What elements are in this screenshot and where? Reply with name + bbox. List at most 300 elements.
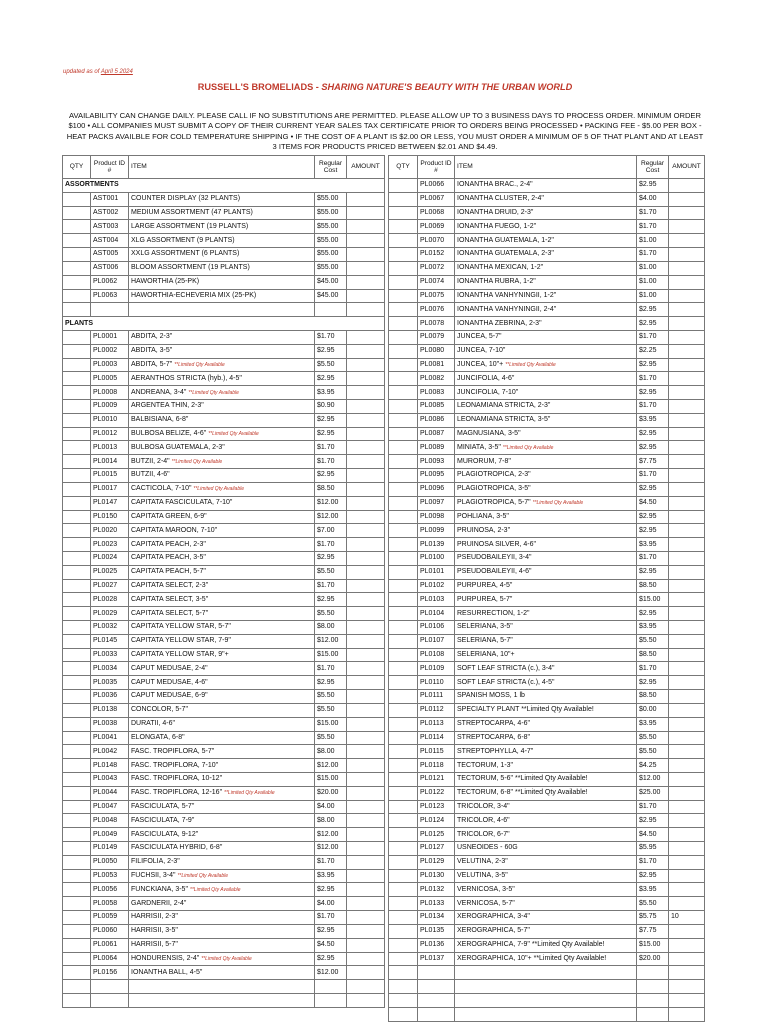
qty-cell[interactable] — [63, 607, 91, 621]
qty-cell[interactable] — [63, 634, 91, 648]
amount-cell[interactable] — [669, 759, 705, 773]
amount-cell[interactable] — [347, 344, 385, 358]
amount-cell[interactable] — [669, 565, 705, 579]
table-row — [63, 966, 385, 980]
amount-cell[interactable] — [669, 317, 705, 331]
limited-qty-note: **Limited Qty Available — [224, 790, 275, 797]
qty-cell[interactable] — [389, 220, 418, 234]
amount-cell[interactable] — [669, 842, 705, 856]
amount-cell[interactable] — [347, 676, 385, 690]
cost-cell: $2.95 — [315, 427, 347, 441]
amount-cell[interactable] — [669, 855, 705, 869]
qty-cell[interactable] — [63, 759, 91, 773]
qty-cell[interactable] — [389, 786, 418, 800]
amount-cell[interactable] — [669, 897, 705, 911]
qty-cell[interactable] — [63, 662, 91, 676]
qty-cell[interactable] — [389, 179, 418, 193]
amount-cell[interactable] — [669, 413, 705, 427]
table-row — [389, 952, 705, 966]
amount-cell[interactable] — [347, 358, 385, 372]
table-row — [389, 703, 705, 717]
table-row — [63, 510, 385, 524]
qty-cell[interactable] — [389, 676, 418, 690]
qty-cell[interactable] — [389, 662, 418, 676]
qty-cell[interactable] — [63, 192, 91, 206]
amount-cell[interactable] — [347, 855, 385, 869]
cost-header: Regular Cost — [315, 156, 347, 179]
table-row — [63, 897, 385, 911]
qty-cell[interactable] — [389, 690, 418, 704]
qty-cell[interactable] — [389, 593, 418, 607]
qty-cell[interactable] — [389, 358, 418, 372]
item-name: IONANTHA ZEBRINA, 2-3" — [457, 319, 542, 327]
item-cell — [455, 220, 637, 234]
amount-cell[interactable] — [347, 330, 385, 344]
qty-cell[interactable] — [389, 344, 418, 358]
qty-cell[interactable] — [63, 855, 91, 869]
qty-cell[interactable] — [63, 234, 91, 248]
qty-cell[interactable] — [389, 883, 418, 897]
qty-cell[interactable] — [63, 441, 91, 455]
limited-qty-note: **Limited Qty Available — [505, 361, 556, 368]
item-cell — [455, 551, 637, 565]
cost-cell: $2.95 — [637, 441, 669, 455]
qty-cell[interactable] — [389, 855, 418, 869]
product-id-cell: PL0075 — [418, 289, 455, 303]
qty-cell[interactable] — [63, 565, 91, 579]
qty-cell[interactable] — [389, 261, 418, 275]
qty-cell[interactable] — [63, 966, 91, 980]
qty-cell[interactable] — [389, 717, 418, 731]
cost-cell: $0.00 — [637, 703, 669, 717]
table-row — [63, 275, 385, 289]
amount-cell[interactable] — [347, 510, 385, 524]
qty-cell[interactable] — [63, 842, 91, 856]
qty-cell[interactable] — [389, 842, 418, 856]
amount-cell[interactable] — [347, 786, 385, 800]
qty-cell[interactable] — [63, 897, 91, 911]
amount-cell[interactable] — [347, 897, 385, 911]
amount-cell[interactable] — [347, 842, 385, 856]
amount-cell[interactable] — [669, 731, 705, 745]
qty-cell[interactable] — [63, 303, 91, 317]
qty-cell[interactable] — [389, 634, 418, 648]
qty-cell[interactable] — [63, 938, 91, 952]
amount-cell[interactable] — [669, 634, 705, 648]
amount-cell[interactable] — [669, 303, 705, 317]
amount-cell[interactable] — [669, 469, 705, 483]
qty-cell[interactable] — [63, 648, 91, 662]
amount-cell[interactable] — [669, 883, 705, 897]
qty-cell[interactable] — [63, 869, 91, 883]
qty-cell[interactable] — [63, 206, 91, 220]
table-row — [389, 579, 705, 593]
amount-cell[interactable] — [669, 551, 705, 565]
amount-cell[interactable] — [669, 745, 705, 759]
amount-cell[interactable] — [669, 289, 705, 303]
qty-cell[interactable] — [63, 690, 91, 704]
qty-cell[interactable] — [389, 482, 418, 496]
qty-cell[interactable] — [63, 482, 91, 496]
amount-cell[interactable] — [669, 248, 705, 262]
qty-cell[interactable] — [389, 510, 418, 524]
amount-cell[interactable] — [347, 455, 385, 469]
product-id-cell: PL0115 — [418, 745, 455, 759]
item-cell — [129, 524, 315, 538]
amount-cell[interactable] — [669, 800, 705, 814]
qty-cell[interactable] — [389, 192, 418, 206]
qty-cell[interactable] — [389, 828, 418, 842]
qty-cell[interactable] — [63, 510, 91, 524]
item-name: IONANTHA RUBRA, 1-2" — [457, 278, 536, 286]
amount-cell[interactable] — [347, 427, 385, 441]
qty-cell[interactable] — [389, 759, 418, 773]
amount-cell[interactable] — [347, 911, 385, 925]
qty-cell[interactable] — [63, 800, 91, 814]
amount-cell[interactable] — [347, 261, 385, 275]
amount-cell[interactable] — [347, 772, 385, 786]
amount-cell[interactable] — [669, 690, 705, 704]
amount-cell[interactable] — [669, 579, 705, 593]
qty-cell[interactable] — [63, 469, 91, 483]
amount-cell[interactable] — [347, 621, 385, 635]
qty-cell[interactable] — [389, 248, 418, 262]
amount-cell[interactable] — [347, 386, 385, 400]
amount-cell[interactable] — [347, 482, 385, 496]
amount-cell[interactable] — [669, 786, 705, 800]
amount-cell[interactable] — [669, 524, 705, 538]
qty-cell[interactable] — [63, 745, 91, 759]
amount-cell[interactable] — [669, 538, 705, 552]
amount-cell[interactable] — [347, 952, 385, 966]
qty-cell[interactable] — [389, 330, 418, 344]
qty-cell[interactable] — [63, 731, 91, 745]
table-row — [389, 648, 705, 662]
qty-cell[interactable] — [63, 427, 91, 441]
item-name: FUCHSII, 3-4" — [131, 872, 176, 880]
table-row — [389, 469, 705, 483]
qty-cell[interactable] — [63, 413, 91, 427]
qty-cell[interactable] — [63, 786, 91, 800]
table-row — [389, 966, 705, 980]
item-name: STREPTOPHYLLA, 4-7" — [457, 747, 534, 755]
qty-cell[interactable] — [63, 261, 91, 275]
qty-cell[interactable] — [389, 980, 418, 994]
product-id-cell: PL0067 — [418, 192, 455, 206]
amount-cell[interactable] — [669, 482, 705, 496]
amount-cell[interactable] — [347, 924, 385, 938]
product-id-cell: PL0002 — [91, 344, 129, 358]
product-id-cell: PL0064 — [91, 952, 129, 966]
amount-cell[interactable] — [347, 206, 385, 220]
qty-cell[interactable] — [389, 800, 418, 814]
item-cell — [455, 662, 637, 676]
qty-cell[interactable] — [63, 772, 91, 786]
item-name: ANDREANA, 3-4" — [131, 388, 187, 396]
table-row — [389, 372, 705, 386]
qty-cell[interactable] — [63, 455, 91, 469]
qty-cell[interactable] — [389, 565, 418, 579]
qty-cell[interactable] — [389, 772, 418, 786]
amount-cell[interactable] — [669, 593, 705, 607]
qty-cell[interactable] — [63, 248, 91, 262]
qty-cell[interactable] — [389, 400, 418, 414]
cost-cell: $2.25 — [637, 344, 669, 358]
item-name: FASC. TROPIFLORA, 10-12" — [131, 775, 223, 783]
item-cell — [455, 413, 637, 427]
product-id-cell: PL0014 — [91, 455, 129, 469]
qty-cell[interactable] — [63, 676, 91, 690]
qty-cell[interactable] — [389, 317, 418, 331]
amount-cell[interactable] — [347, 717, 385, 731]
qty-cell[interactable] — [63, 924, 91, 938]
amount-cell[interactable] — [347, 469, 385, 483]
qty-cell[interactable] — [63, 593, 91, 607]
qty-cell[interactable] — [389, 441, 418, 455]
qty-cell[interactable] — [63, 828, 91, 842]
qty-cell[interactable] — [63, 993, 91, 1007]
item-cell — [129, 703, 315, 717]
item-name: HARRISII, 2-3" — [131, 913, 178, 921]
amount-cell[interactable] — [669, 455, 705, 469]
qty-cell[interactable] — [63, 496, 91, 510]
amount-cell[interactable] — [669, 621, 705, 635]
amount-cell[interactable] — [669, 206, 705, 220]
amount-cell[interactable] — [669, 607, 705, 621]
qty-cell[interactable] — [389, 814, 418, 828]
amount-cell[interactable] — [669, 703, 705, 717]
qty-cell[interactable] — [63, 717, 91, 731]
amount-cell[interactable] — [347, 441, 385, 455]
item-cell — [455, 261, 637, 275]
amount-cell[interactable] — [347, 289, 385, 303]
product-id-cell: PL0098 — [418, 510, 455, 524]
qty-cell[interactable] — [389, 745, 418, 759]
amount-cell[interactable] — [669, 966, 705, 980]
limited-qty-note: **Limited Qty Available — [532, 500, 584, 507]
qty-cell[interactable] — [389, 938, 418, 952]
item-cell — [455, 786, 637, 800]
amount-cell[interactable] — [669, 261, 705, 275]
qty-cell[interactable] — [389, 924, 418, 938]
amount-cell[interactable] — [347, 745, 385, 759]
amount-cell[interactable] — [347, 248, 385, 262]
qty-cell[interactable] — [63, 551, 91, 565]
amount-cell[interactable] — [669, 192, 705, 206]
item-cell — [455, 800, 637, 814]
qty-cell[interactable] — [389, 275, 418, 289]
qty-cell[interactable] — [63, 344, 91, 358]
qty-cell[interactable] — [63, 220, 91, 234]
amount-cell[interactable] — [347, 869, 385, 883]
amount-cell[interactable] — [347, 538, 385, 552]
amount-cell[interactable] — [669, 828, 705, 842]
item-name: STREPTOCARPA, 4-6" — [457, 720, 531, 728]
amount-cell[interactable] — [347, 938, 385, 952]
amount-cell[interactable] — [669, 952, 705, 966]
amount-cell[interactable] — [347, 303, 385, 317]
item-cell — [129, 372, 315, 386]
amount-cell[interactable] — [347, 524, 385, 538]
qty-cell[interactable] — [63, 372, 91, 386]
amount-cell[interactable] — [347, 565, 385, 579]
amount-cell[interactable] — [347, 400, 385, 414]
amount-cell[interactable] — [347, 759, 385, 773]
product-id-cell: PL0118 — [418, 759, 455, 773]
qty-cell[interactable] — [63, 400, 91, 414]
qty-cell[interactable] — [63, 621, 91, 635]
amount-cell[interactable] — [347, 690, 385, 704]
amount-cell[interactable] — [669, 344, 705, 358]
amount-cell[interactable] — [347, 220, 385, 234]
amount-cell[interactable] — [347, 993, 385, 1007]
amount-cell[interactable] — [347, 814, 385, 828]
amount-cell[interactable] — [669, 441, 705, 455]
amount-cell[interactable] — [669, 330, 705, 344]
qty-cell[interactable] — [389, 289, 418, 303]
qty-cell[interactable] — [389, 372, 418, 386]
qty-cell[interactable] — [63, 579, 91, 593]
qty-cell[interactable] — [389, 1007, 418, 1021]
qty-cell[interactable] — [389, 731, 418, 745]
amount-cell[interactable] — [669, 275, 705, 289]
qty-cell[interactable] — [389, 911, 418, 925]
table-row — [63, 192, 385, 206]
amount-cell[interactable] — [669, 234, 705, 248]
amount-cell[interactable] — [347, 828, 385, 842]
amount-cell[interactable] — [669, 869, 705, 883]
qty-cell[interactable] — [389, 621, 418, 635]
item-cell — [129, 980, 315, 994]
qty-cell[interactable] — [389, 234, 418, 248]
amount-cell[interactable] — [669, 648, 705, 662]
amount-cell[interactable] — [669, 372, 705, 386]
table-header — [389, 156, 705, 179]
table-row — [389, 289, 705, 303]
amount-cell[interactable] — [347, 192, 385, 206]
amount-cell[interactable] — [669, 510, 705, 524]
amount-cell[interactable] — [669, 496, 705, 510]
amount-cell[interactable] — [347, 551, 385, 565]
item-cell — [455, 386, 637, 400]
qty-cell[interactable] — [389, 897, 418, 911]
qty-cell[interactable] — [63, 952, 91, 966]
product-id-cell: PL0149 — [91, 842, 129, 856]
qty-cell[interactable] — [63, 330, 91, 344]
qty-cell[interactable] — [389, 524, 418, 538]
qty-cell[interactable] — [389, 579, 418, 593]
qty-cell[interactable] — [389, 993, 418, 1007]
amount-cell[interactable] — [347, 980, 385, 994]
qty-cell[interactable] — [389, 455, 418, 469]
amount-cell[interactable] — [347, 648, 385, 662]
product-id-cell: PL0093 — [418, 455, 455, 469]
qty-cell[interactable] — [389, 952, 418, 966]
amount-cell[interactable] — [669, 814, 705, 828]
amount-cell[interactable]: 10 — [669, 911, 705, 925]
amount-cell[interactable] — [669, 924, 705, 938]
amount-cell[interactable] — [347, 731, 385, 745]
qty-cell[interactable] — [63, 386, 91, 400]
amount-cell[interactable] — [669, 676, 705, 690]
cost-cell: $1.70 — [637, 800, 669, 814]
limited-qty-note: **Limited Qty Available — [201, 955, 252, 962]
qty-cell[interactable] — [389, 413, 418, 427]
item-name: BUTZII, 4-6" — [131, 471, 170, 479]
qty-cell[interactable] — [389, 703, 418, 717]
item-cell — [455, 524, 637, 538]
qty-cell[interactable] — [389, 206, 418, 220]
qty-cell[interactable] — [63, 358, 91, 372]
qty-cell[interactable] — [63, 980, 91, 994]
qty-cell[interactable] — [63, 814, 91, 828]
amount-cell[interactable] — [669, 662, 705, 676]
amount-cell[interactable] — [669, 427, 705, 441]
amount-cell[interactable] — [669, 179, 705, 193]
item-name: VELUTINA, 2-3" — [457, 858, 508, 866]
amount-cell[interactable] — [347, 593, 385, 607]
table-row — [63, 772, 385, 786]
qty-cell[interactable] — [63, 883, 91, 897]
amount-cell[interactable] — [347, 496, 385, 510]
qty-cell[interactable] — [63, 275, 91, 289]
cost-cell: $5.50 — [637, 634, 669, 648]
qty-cell[interactable] — [63, 911, 91, 925]
qty-cell[interactable] — [389, 386, 418, 400]
product-id-cell: PL0129 — [418, 855, 455, 869]
qty-cell[interactable] — [63, 538, 91, 552]
qty-cell[interactable] — [63, 703, 91, 717]
amount-cell[interactable] — [347, 413, 385, 427]
item-name: TECTORUM, 5-6" **Limited Qty Available! — [457, 775, 588, 783]
amount-cell[interactable] — [347, 275, 385, 289]
amount-cell[interactable] — [669, 400, 705, 414]
qty-cell[interactable] — [389, 551, 418, 565]
qty-cell[interactable] — [389, 469, 418, 483]
qty-cell[interactable] — [389, 496, 418, 510]
qty-cell[interactable] — [389, 648, 418, 662]
amount-cell[interactable] — [669, 717, 705, 731]
qty-cell[interactable] — [389, 538, 418, 552]
amount-cell[interactable] — [669, 993, 705, 1007]
amount-cell[interactable] — [347, 607, 385, 621]
amount-cell[interactable] — [347, 234, 385, 248]
amount-cell[interactable] — [669, 938, 705, 952]
amount-cell[interactable] — [669, 1007, 705, 1021]
product-id-cell — [418, 993, 455, 1007]
amount-cell[interactable] — [347, 579, 385, 593]
qty-cell[interactable] — [63, 289, 91, 303]
amount-cell[interactable] — [347, 966, 385, 980]
qty-cell[interactable] — [389, 303, 418, 317]
amount-cell[interactable] — [669, 386, 705, 400]
qty-cell[interactable] — [389, 427, 418, 441]
amount-cell[interactable] — [347, 634, 385, 648]
amount-cell[interactable] — [669, 772, 705, 786]
qty-cell[interactable] — [389, 607, 418, 621]
qty-cell[interactable] — [63, 524, 91, 538]
amount-cell[interactable] — [347, 662, 385, 676]
amount-cell[interactable] — [669, 220, 705, 234]
amount-cell[interactable] — [347, 883, 385, 897]
amount-cell[interactable] — [669, 358, 705, 372]
qty-cell[interactable] — [389, 869, 418, 883]
amount-cell[interactable] — [347, 800, 385, 814]
qty-cell[interactable] — [389, 966, 418, 980]
amount-cell[interactable] — [347, 703, 385, 717]
amount-cell[interactable] — [347, 372, 385, 386]
amount-cell[interactable] — [669, 980, 705, 994]
